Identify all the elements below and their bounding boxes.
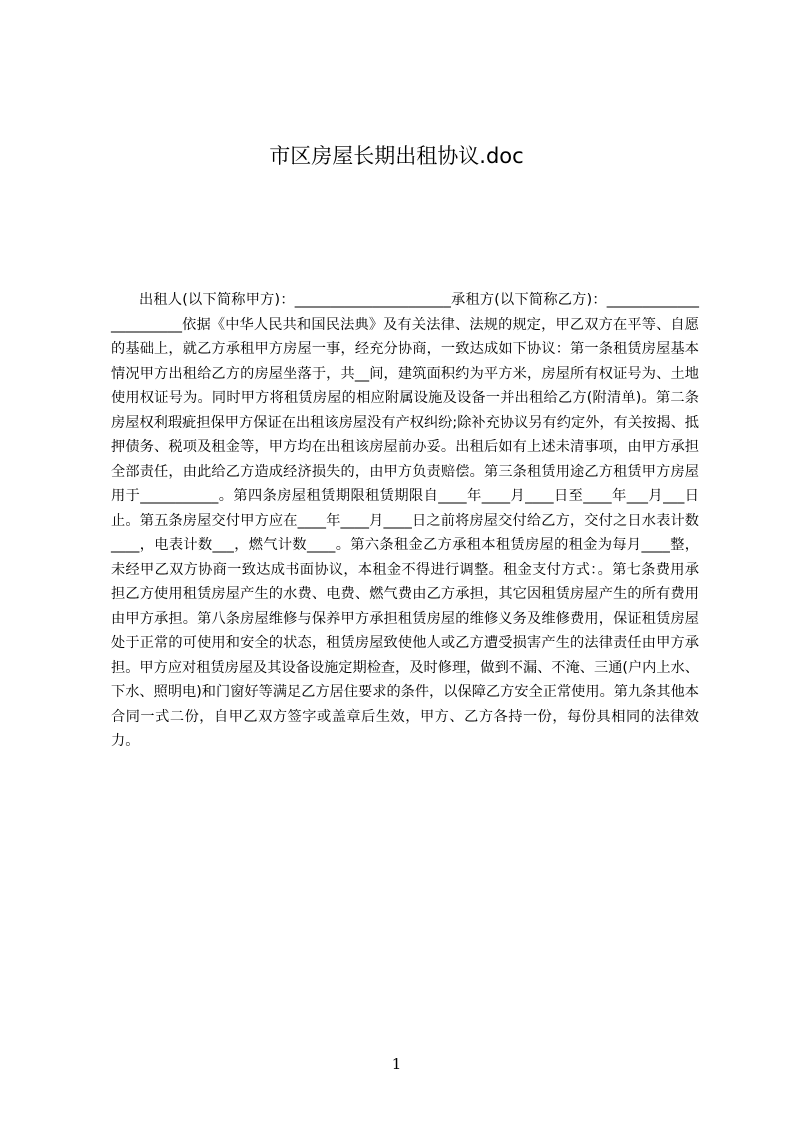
document-title: 市区房屋长期出租协议.doc xyxy=(269,144,524,168)
document-body-paragraph: 出租人(以下简称甲方)：______________________承租方(以下简称乙方)：_______________________依据《中华人民共和国民法典》及有关法律、法规的规定，甲乙双方在平等、自愿的基础上，就乙方承租甲方房屋一事，经充分协商，一致达成如下协议：第一条租赁房屋基本情况甲方出租给乙方的房屋坐落于，共__间，建筑面积约为平方米，房屋所有权证号为、土地使用权证号为。同时甲方将租赁房屋的相应附属设施及设备一并出租给乙方(附清单)。第二条房屋权利瑕疵担保甲方保证在出租该房屋没有产权纠纷;除补充协议另有约定外，有关按揭、抵押债务、税项及租金等，甲方均在出租该房屋前办妥。出租后如有上述未清事项，由甲方承担全部责任，由此给乙方造成经济损失的，由甲方负责赔偿。第三条租赁用途乙方租赁甲方房屋用于___________。第四条房屋租赁期限租赁期限自____年____月____日至____年___月___日止。第五条房屋交付甲方应在____年____月____日之前将房屋交付给乙方，交付之日水表计数____，电表计数___，燃气计数____。第六条租金乙方承租本租赁房屋的租金为每月____整，未经甲乙双方协商一致达成书面协议，本租金不得进行调整。租金支付方式：。第七条费用承担乙方使用租赁房屋产生的水费、电费、燃气费由乙方承担，其它因租赁房屋产生的所有费用由甲方承担。第八条房屋维修与保养甲方承担租赁房屋的维修义务及维修费用，保证租赁房屋处于正常的可使用和安全的状态，租赁房屋致使他人或乙方遭受损害产生的法律责任由甲方承担。甲方应对租赁房屋及其设备设施定期检查，及时修理，做到不漏、不淹、三通(户内上水、下水、照明电)和门窗好等满足乙方居住要求的条件，以保障乙方安全正常使用。第九条其他本合同一式二份，自甲乙双方签字或盖章后生效，甲方、乙方各持一份，每份具相同的法律效力。 xyxy=(111,292,699,749)
page-number: 1 xyxy=(391,1055,402,1073)
